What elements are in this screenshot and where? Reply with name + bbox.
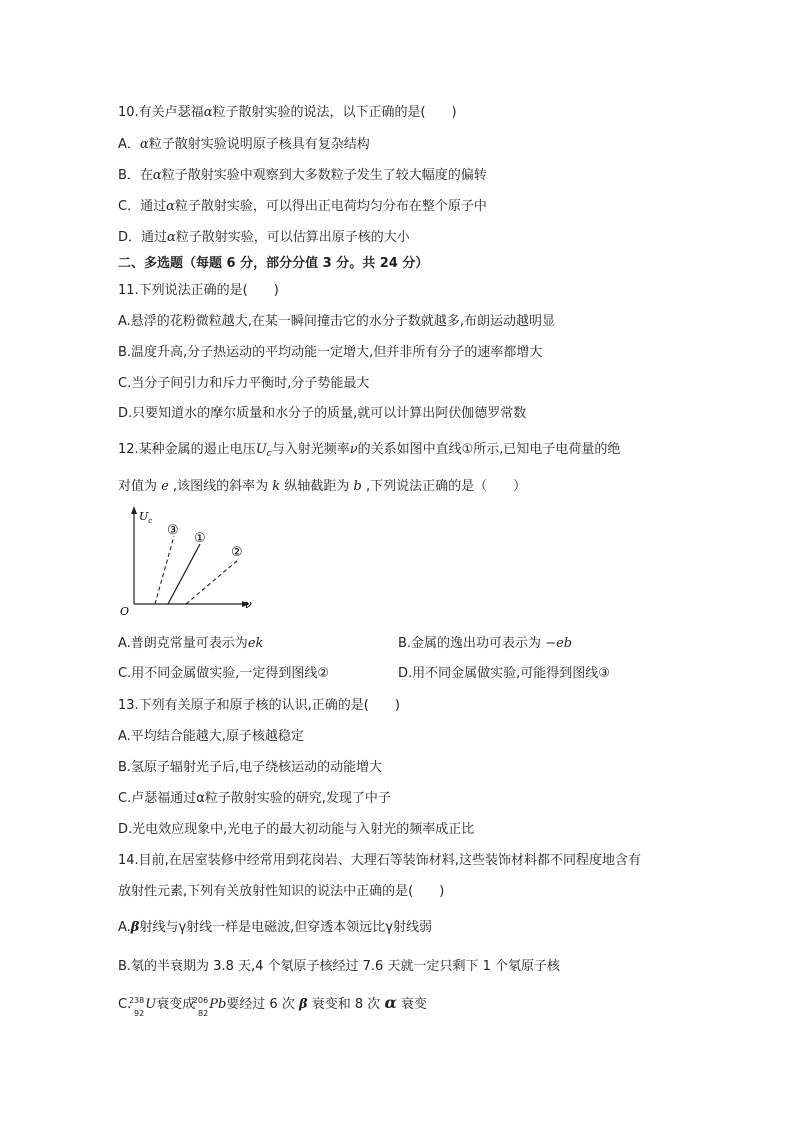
q11-option-a[interactable]: A.悬浮的花粉微粒越大,在某一瞬间撞击它的水分子数就越多,布朗运动越明显 <box>118 314 556 329</box>
q12-option-d[interactable]: D.用不同金属做实验,可能得到图线③ <box>398 666 610 681</box>
option-text: 粒子散射实验说明原子核具有复杂结构 <box>148 137 370 152</box>
option-text: 衰变 <box>400 997 427 1012</box>
line-1-label: ① <box>194 531 206 546</box>
q13-option-a[interactable]: A.平均结合能越大,原子核越稳定 <box>118 729 304 744</box>
option-text: 衰变和 8 次 <box>311 997 381 1012</box>
q12-stem-text: 12.某种金属的遏止电压 <box>118 442 256 457</box>
option-expression: ek <box>247 636 264 651</box>
slope-symbol: k <box>272 479 281 494</box>
line-3 <box>155 536 174 604</box>
alpha-symbol: α <box>139 137 149 152</box>
q13-option-d[interactable]: D.光电效应现象中,光电子的最大初动能与入射光的频率成正比 <box>118 822 475 837</box>
option-text: 粒子散射实验，可以估算出原子核的大小 <box>175 230 410 245</box>
lead-atomic-number: 82 <box>198 1008 209 1018</box>
beta-symbol: β <box>130 920 140 935</box>
line-3-label: ③ <box>167 523 179 538</box>
q14-option-b[interactable]: B.氡的半衰期为 3.8 天,4 个氡原子核经过 7.6 天就一定只剩下 1 个氡原子核 <box>118 959 561 974</box>
origin-label: O <box>120 605 130 616</box>
q13-stem: 13.下列有关原子和原子核的认识,正确的是( ) <box>118 698 400 713</box>
q13-option-b[interactable]: B.氢原子辐射光子后,电子绕核运动的动能增大 <box>118 760 383 775</box>
line-1 <box>168 544 200 604</box>
option-text: 粒子散射实验，可以得出正电荷均匀分布在整个原子中 <box>174 199 487 214</box>
uranium-isotope-indices <box>128 995 145 1018</box>
section-heading: 二、多选题（每题 6 分，部分分值 3 分。共 24 分） <box>118 256 429 271</box>
option-text: 衰变成 <box>156 997 196 1012</box>
q12-option-b[interactable] <box>398 635 572 653</box>
q10-stem-text: 10.有关卢瑟福 <box>118 105 204 120</box>
charge-symbol: e <box>161 479 169 494</box>
q10-option-c[interactable] <box>118 198 487 216</box>
lead-mass-number: 206 <box>192 995 209 1005</box>
q14-stem-line2: 放射性元素,下列有关放射性知识的说法中正确的是( ) <box>118 884 445 899</box>
option-label: A． <box>118 137 140 152</box>
q12-stem <box>118 441 620 463</box>
q12-stem-text-3: 的关系如图中直线①所示,已知电子电荷量的绝 <box>357 442 621 457</box>
option-label: C．通过 <box>118 199 167 214</box>
q10-stem-text-2: 粒子散射实验的说法，以下正确的是( ) <box>212 105 457 120</box>
q11-stem: 11.下列说法正确的是( ) <box>118 283 279 298</box>
uc-nu-graph <box>118 504 258 616</box>
uranium-atomic-number: 92 <box>134 1008 145 1018</box>
x-axis-label: ν <box>245 598 252 611</box>
option-label: D．通过 <box>118 230 168 245</box>
q12-text: 纵轴截距为 <box>284 479 350 494</box>
option-text: B.金属的逸出功可表示为 <box>398 636 542 651</box>
option-text: A.普朗克常量可表示为 <box>118 636 248 651</box>
uranium-symbol: U <box>145 997 157 1012</box>
line-2 <box>186 560 238 604</box>
y-axis-label: $U_c$ <box>139 510 153 525</box>
q10-option-d[interactable] <box>118 229 410 247</box>
option-text: 要经过 6 次 <box>226 997 295 1012</box>
voltage-subscript: c <box>266 449 272 459</box>
option-label: A. <box>118 920 131 935</box>
frequency-symbol: ν <box>349 442 358 457</box>
option-text: 射线与γ射线一样是电磁波,但穿透本领远比γ射线弱 <box>139 920 432 935</box>
option-expression: −eb <box>545 636 573 651</box>
q14-option-c[interactable] <box>118 993 427 1018</box>
q12-stem-text-2: 与入射光频率 <box>271 442 350 457</box>
q12-option-c[interactable]: C.用不同金属做实验,一定得到图线② <box>118 666 329 681</box>
alpha-symbol: α <box>167 230 176 245</box>
q12-option-a[interactable] <box>118 635 263 653</box>
q12-text: ,该图线的斜率为 <box>173 479 269 494</box>
option-label: B．在 <box>118 168 153 183</box>
alpha-symbol: α <box>166 199 175 214</box>
q11-option-b[interactable]: B.温度升高,分子热运动的平均动能一定增大,但并非所有分子的速率都增大 <box>118 345 543 360</box>
intercept-symbol: b <box>353 479 362 494</box>
q14-option-a[interactable] <box>118 919 432 937</box>
q13-option-c[interactable]: C.卢瑟福通过α粒子散射实验的研究,发现了中子 <box>118 791 391 806</box>
alpha-symbol: α <box>152 168 162 183</box>
q11-option-d[interactable]: D.只要知道水的摩尔质量和水分子的质量,就可以计算出阿伏伽德罗常数 <box>118 406 527 421</box>
option-label: C. <box>118 997 132 1012</box>
line-2-label: ② <box>231 545 243 560</box>
q10-option-a[interactable] <box>118 136 370 154</box>
alpha-symbol: α <box>203 105 213 120</box>
uranium-mass-number: 238 <box>128 995 145 1005</box>
q14-stem-line1: 14.目前,在居室装修中经常用到花岗岩、大理石等装饰材料,这些装饰材料都不同程度地含有 <box>118 853 641 868</box>
y-axis-arrow <box>131 506 137 514</box>
alpha-symbol: α <box>384 993 397 1012</box>
voltage-symbol: U <box>255 442 267 457</box>
lead-symbol: Pb <box>209 997 227 1012</box>
q10-option-b[interactable] <box>118 167 487 185</box>
q12-text: 对值为 <box>118 479 158 494</box>
q12-text: ,下列说法正确的是（ ） <box>365 479 527 494</box>
lead-isotope-indices <box>192 995 209 1018</box>
q11-option-c[interactable]: C.当分子间引力和斥力平衡时,分子势能最大 <box>118 376 370 391</box>
option-text: 粒子散射实验中观察到大多数粒子发生了较大幅度的偏转 <box>161 168 487 183</box>
q12-stem-line2 <box>118 478 526 496</box>
beta-symbol: β <box>298 997 308 1012</box>
q10-stem <box>118 104 457 122</box>
